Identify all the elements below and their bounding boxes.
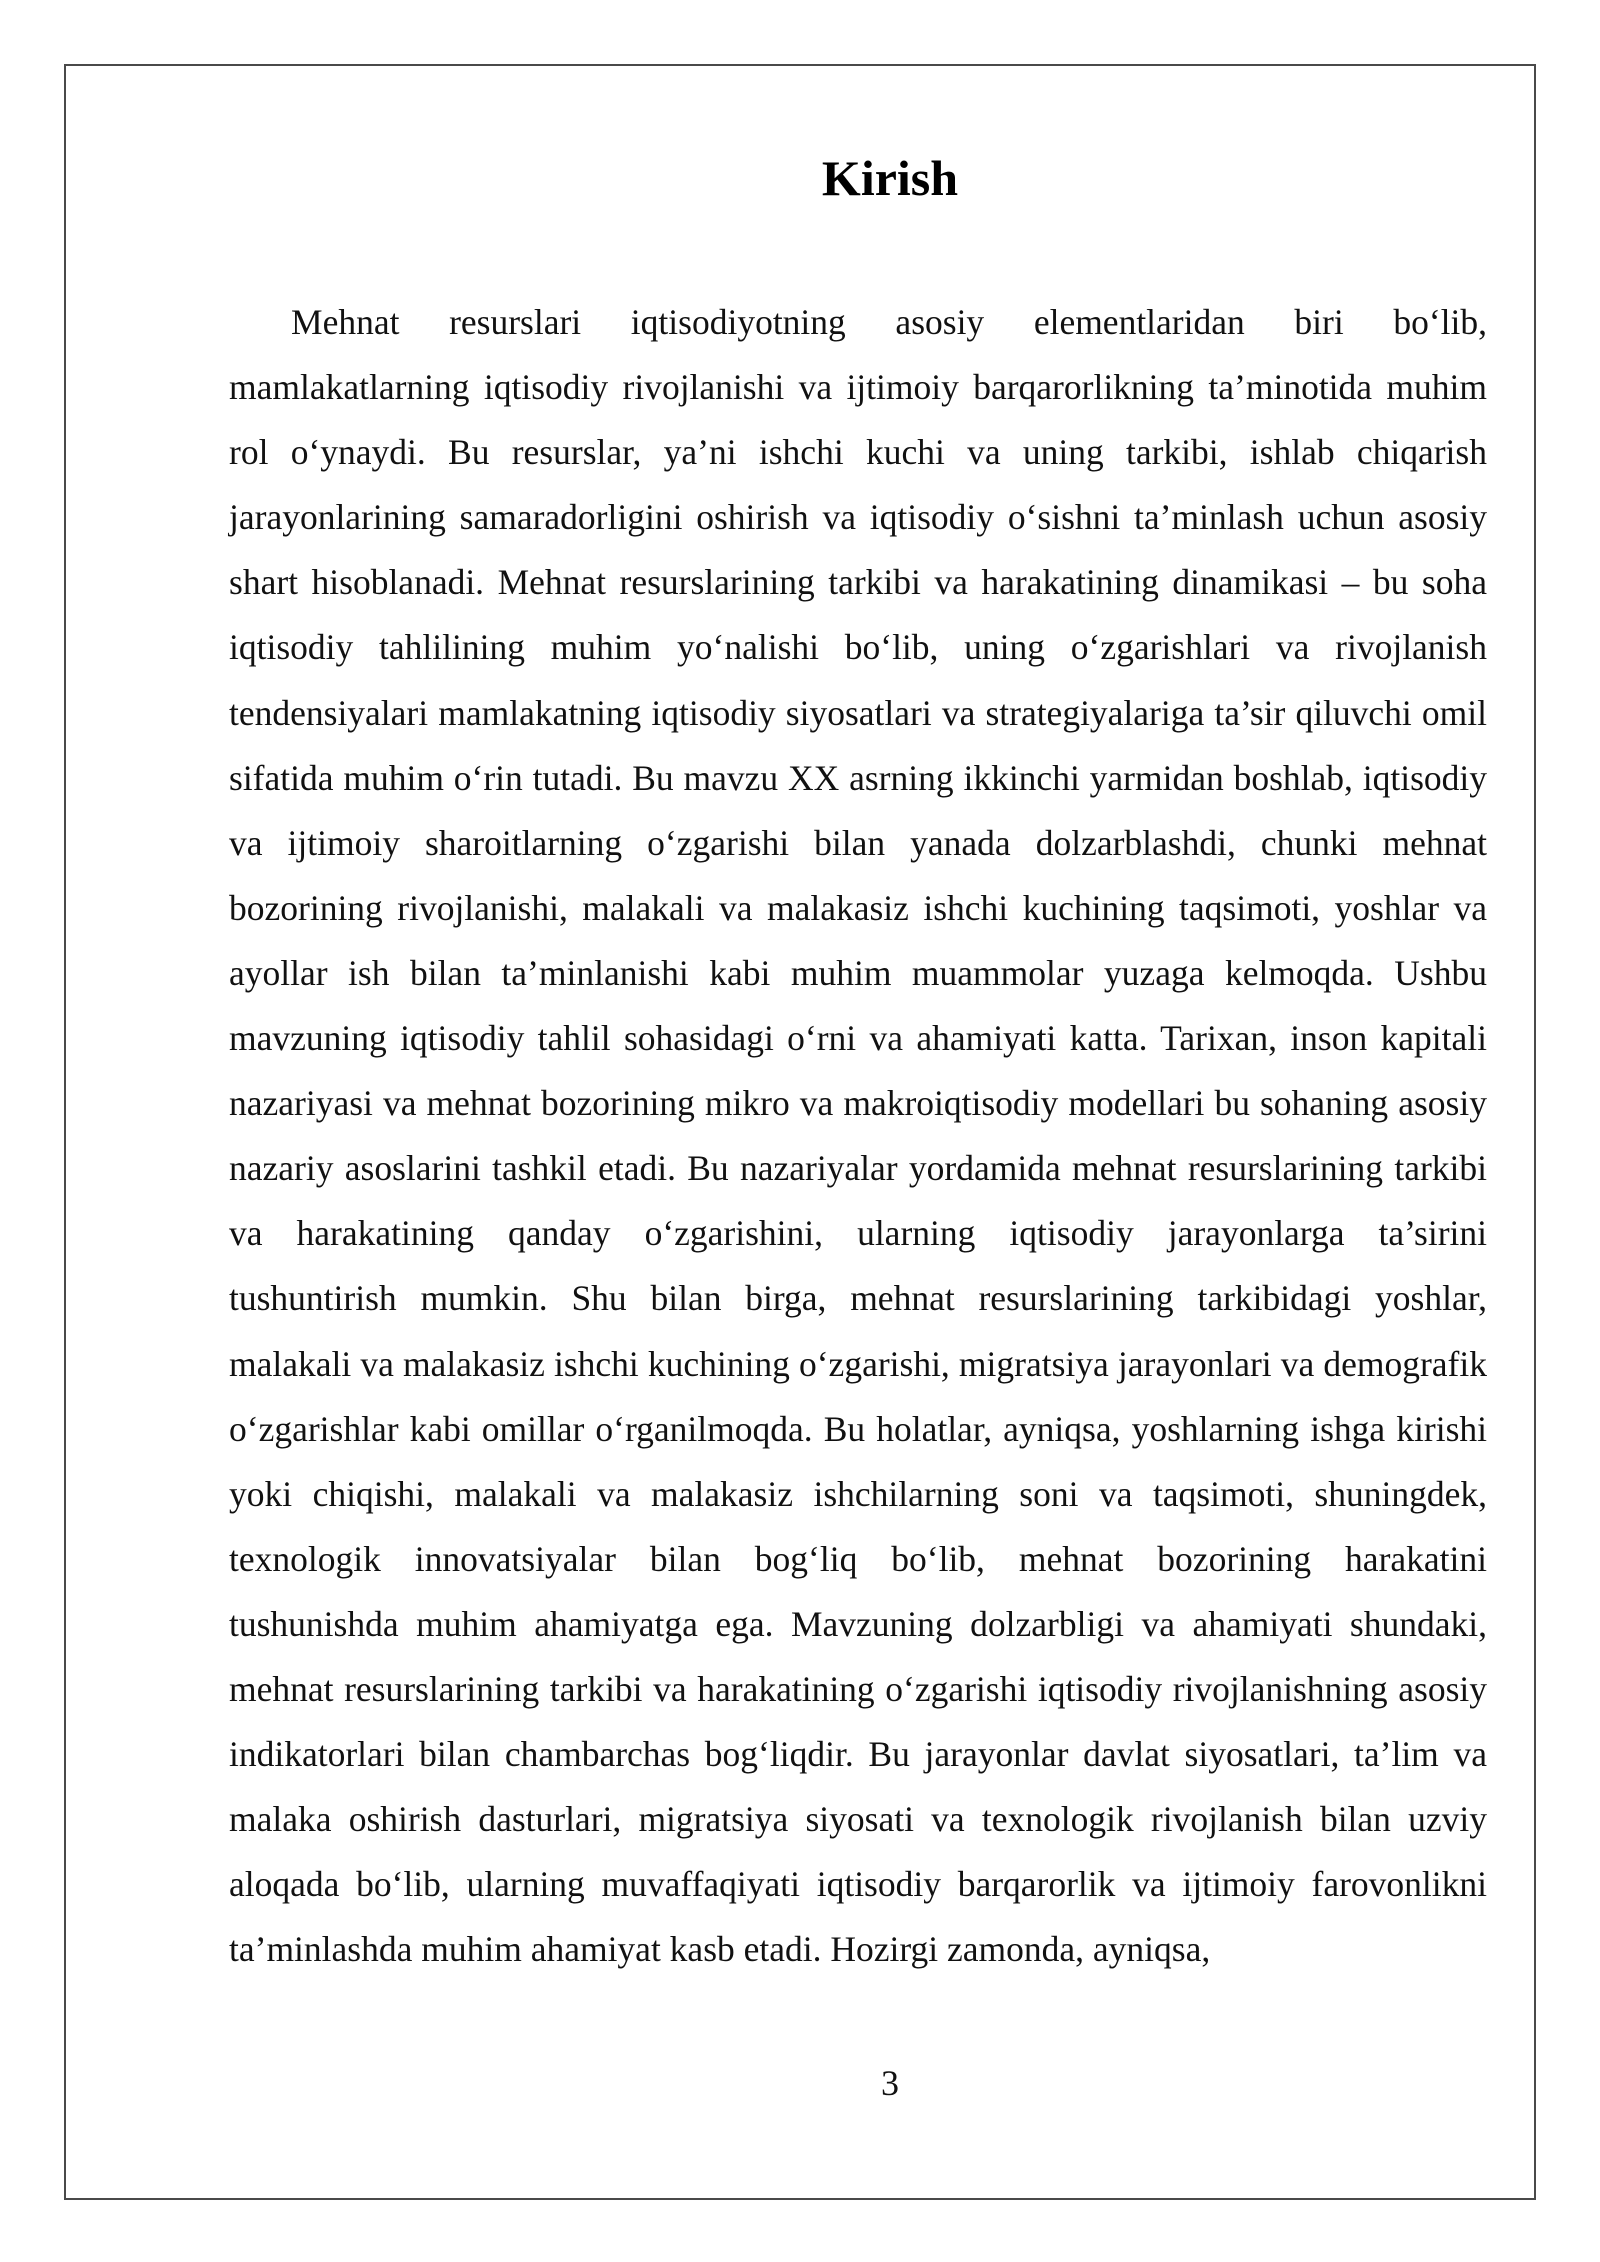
body-paragraph: Mehnat resurslari iqtisodiyotning asosiy elementlaridan biri bo‘lib, mamlakatlarning iqtisodiy rivojlanishi va ijtimoiy barqarorlikning ta’minotida muhim rol o‘ynaydi. Bu resurslar, ya’ni ishchi kuchi va uning tarkibi, ishlab chiqarish jarayonlarining samaradorligini oshirish va iqtisodiy o‘sishni ta’minlash uchun asosiy shart hisoblanadi. Mehnat resurslarining tarkibi va harakatining dinamikasi – bu soha iqtisodiy tahlilining muhim yo‘nalishi bo‘lib, uning o‘zgarishlari va rivojlanish tendensiyalari mamlakatning iqtisodiy siyosatlari va strategiyalariga ta’sir qiluvchi omil sifatida muhim o‘rin tutadi. Bu mavzu XX asrning ikkinchi yarmidan boshlab, iqtisodiy va ijtimoiy sharoitlarning o‘zgarishi bilan yanada dolzarblashdi, chunki mehnat bozorining rivojlanishi, malakali va malakasiz ishchi kuchining taqsimoti, yoshlar va ayollar ish bilan ta’minlanishi kabi muhim muammolar yuzaga kelmoqda. Ushbu mavzuning iqtisodiy tahlil sohasidagi o‘rni va ahamiyati katta. Tarixan, inson kapitali nazariyasi va mehnat bozorining mikro va makroiqtisodiy modellari bu sohaning asosiy nazariy asoslarini tashkil etadi. Bu nazariyalar yordamida mehnat resurslarining tarkibi va harakatining qanday o‘zgarishini, ularning iqtisodiy jarayonlarga ta’sirini tushuntirish mumkin. Shu bilan birga, mehnat resurslarining tarkibidagi yoshlar, malakali va malakasiz ishchi kuchining o‘zgarishi, migratsiya jarayonlari va demografik o‘zgarishlar kabi omillar o‘rganilmoqda. Bu holatlar, ayniqsa, yoshlarning ishga kirishi yoki chiqishi, malakali va malakasiz ishchilarning soni va taqsimoti, shuningdek, texnologik innovatsiyalar bilan bog‘liq bo‘lib, mehnat bozorining harakatini tushunishda muhim ahamiyatga ega. Mavzuning dolzarbligi va ahamiyati shundaki, mehnat resurslarining tarkibi va harakatining o‘zgarishi iqtisodiy rivojlanishning asosiy indikatorlari bilan chambarchas bog‘liqdir. Bu jarayonlar davlat siyosatlari, ta’lim va malaka oshirish dasturlari, migratsiya siyosati va texnologik rivojlanish bilan uzviy aloqada bo‘lib, ularning muvaffaqiyati iqtisodiy barqarorlik va ijtimoiy farovonlikni ta’minlashda muhim ahamiyat kasb etadi. Hozirgi zamonda, ayniqsa, bbox=[229, 302, 1487, 1970]
page-title: Kirish bbox=[821, 150, 959, 206]
page-number: 3 bbox=[881, 2063, 899, 2103]
